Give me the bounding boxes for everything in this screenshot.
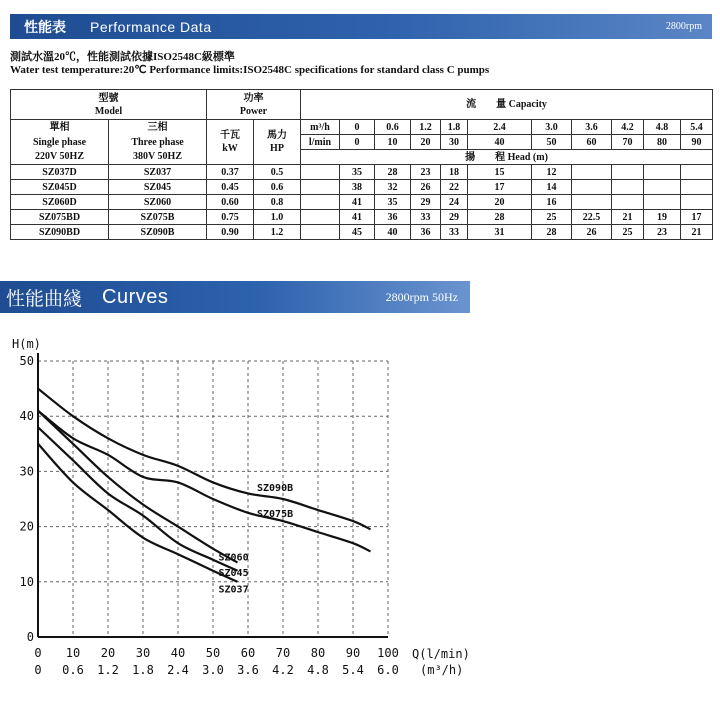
x-tick-label-m3h: 4.2 — [272, 663, 294, 677]
head-value: 28 — [532, 225, 572, 240]
y-tick-label: 30 — [19, 464, 34, 479]
x-tick-label-m3h: 3.0 — [202, 663, 224, 677]
y-tick-label: 50 — [19, 354, 34, 368]
hp-value: 0.6 — [254, 180, 301, 195]
curve-label-sz037: SZ037 — [218, 584, 249, 596]
flow-lmin-cell: 90 — [681, 135, 713, 150]
table-row — [11, 195, 713, 210]
kw-header-zh: 千瓦 — [220, 130, 240, 141]
three-model: SZ075B — [109, 210, 207, 225]
head-value: 35 — [340, 165, 375, 180]
kw-value: 0.60 — [207, 195, 254, 210]
single-phase-zh: 單相 — [11, 120, 109, 135]
head-value — [644, 165, 681, 180]
three-phase-spec: 380V 50HZ — [109, 150, 207, 165]
x-tick-label-lmin: 50 — [205, 646, 221, 660]
head-value — [681, 195, 713, 210]
head-value — [681, 180, 713, 195]
hp-value: 0.8 — [254, 195, 301, 210]
head-value: 33 — [411, 210, 441, 225]
curve-lines — [38, 389, 371, 582]
head-value: 21 — [681, 225, 713, 240]
y-axis-label: H(m) — [12, 337, 41, 351]
head-value: 25 — [612, 225, 644, 240]
curve-label-sz075b: SZ075B — [257, 508, 294, 520]
head-value: 26 — [411, 180, 441, 195]
x-tick-labels-lmin — [34, 646, 398, 660]
table-row — [11, 210, 713, 225]
flow-lmin-cell: 30 — [441, 135, 468, 150]
performance-curves-chart — [0, 318, 720, 709]
flow-m3h-cell: 0.6 — [375, 120, 411, 135]
head-value: 14 — [532, 180, 572, 195]
flow-lmin-cell: 60 — [572, 135, 612, 150]
kw-value: 0.45 — [207, 180, 254, 195]
head-value: 19 — [644, 210, 681, 225]
kw-value: 0.90 — [207, 225, 254, 240]
kw-header — [207, 120, 254, 165]
capacity-header-zh: 流 量 — [466, 99, 507, 110]
x-tick-label-lmin: 40 — [170, 646, 186, 660]
flow-lmin-cell: 0 — [340, 135, 375, 150]
table-row — [11, 165, 713, 180]
head-spacer — [301, 210, 340, 225]
performance-rpm: 2800rpm — [665, 21, 702, 32]
head-value: 29 — [411, 195, 441, 210]
head-value — [572, 180, 612, 195]
performance-title-en: Performance Data — [90, 18, 212, 35]
head-spacer — [301, 225, 340, 240]
x-tick-label-lmin: 0 — [34, 646, 42, 660]
head-value — [644, 180, 681, 195]
flow-m3h-cell: 1.8 — [441, 120, 468, 135]
head-value: 36 — [375, 210, 411, 225]
head-value — [572, 165, 612, 180]
head-value: 24 — [441, 195, 468, 210]
flow-m3h-cell: 4.2 — [612, 120, 644, 135]
table-row — [11, 225, 713, 240]
head-value: 32 — [375, 180, 411, 195]
head-value: 18 — [441, 165, 468, 180]
single-model: SZ075BD — [11, 210, 109, 225]
power-header — [207, 90, 301, 120]
head-value: 33 — [441, 225, 468, 240]
unit-m3h: m³/h — [301, 120, 340, 135]
power-header-en: Power — [239, 105, 268, 117]
head-value: 21 — [612, 210, 644, 225]
y-tick-label: 10 — [19, 574, 34, 589]
x-tick-label-m3h: 1.8 — [132, 663, 154, 677]
head-value: 22.5 — [572, 210, 612, 225]
head-value: 20 — [468, 195, 532, 210]
flow-m3h-cell: 0 — [340, 120, 375, 135]
y-tick-labels — [20, 354, 34, 644]
curve-sz075b — [38, 411, 371, 552]
table-row — [11, 180, 713, 195]
head-value — [644, 195, 681, 210]
head-value: 12 — [532, 165, 572, 180]
power-header-zh: 功率 — [243, 92, 264, 104]
single-model: SZ045D — [11, 180, 109, 195]
three-phase-en: Three phase — [109, 135, 207, 150]
head-value: 28 — [375, 165, 411, 180]
x-tick-label-m3h: 2.4 — [167, 663, 189, 677]
x-tick-label-lmin: 80 — [310, 646, 326, 660]
head-value: 15 — [468, 165, 532, 180]
head-value: 40 — [375, 225, 411, 240]
flow-m3h-cell: 5.4 — [681, 120, 713, 135]
x-tick-label-m3h: 5.4 — [342, 663, 364, 677]
head-value: 41 — [340, 195, 375, 210]
head-value: 45 — [340, 225, 375, 240]
curve-label-sz060: SZ060 — [218, 552, 249, 564]
head-value: 41 — [340, 210, 375, 225]
x-tick-label-m3h: 3.6 — [237, 663, 259, 677]
head-header — [301, 150, 713, 165]
head-spacer — [301, 180, 340, 195]
flow-m3h-cell: 2.4 — [468, 120, 532, 135]
y-tick-label: 40 — [19, 409, 34, 424]
head-value: 38 — [340, 180, 375, 195]
x-tick-label-m3h: 0 — [34, 663, 42, 677]
head-value: 28 — [468, 210, 532, 225]
head-header-zh: 揚 程 — [465, 151, 506, 163]
hp-header-en: HP — [270, 143, 284, 154]
x-tick-label-m3h: 4.8 — [307, 663, 329, 677]
x-tick-label-lmin: 60 — [240, 646, 256, 660]
head-value — [612, 195, 644, 210]
x-tick-label-lmin: 100 — [377, 646, 399, 660]
x-axis-label-2: (m³/h) — [420, 663, 464, 677]
head-value — [681, 165, 713, 180]
x-tick-label-lmin: 30 — [135, 646, 151, 660]
head-value: 26 — [572, 225, 612, 240]
head-value: 17 — [681, 210, 713, 225]
x-tick-label-m3h: 0.6 — [62, 663, 84, 677]
kw-value: 0.75 — [207, 210, 254, 225]
single-model: SZ060D — [11, 195, 109, 210]
model-header — [11, 90, 207, 120]
flow-m3h-cell: 4.8 — [644, 120, 681, 135]
test-note-zh: 測試水溫20℃，性能測試依據ISO2548C級標準 — [10, 51, 235, 63]
x-tick-label-m3h: 1.2 — [97, 663, 119, 677]
performance-table — [10, 89, 713, 240]
curve-sz045 — [38, 427, 238, 571]
performance-header — [10, 14, 712, 39]
flow-m3h-cell: 3.0 — [532, 120, 572, 135]
curves-title-zh: 性能曲綫 — [6, 288, 83, 310]
capacity-header — [301, 90, 713, 120]
flow-lmin-cell: 80 — [644, 135, 681, 150]
flow-lmin-cell: 10 — [375, 135, 411, 150]
head-value: 22 — [441, 180, 468, 195]
three-model: SZ090B — [109, 225, 207, 240]
unit-lmin: l/min — [301, 135, 340, 150]
x-axis-label: Q(l/min) — [412, 647, 470, 661]
kw-header-en: kW — [222, 143, 238, 154]
flow-lmin-cell: 50 — [532, 135, 572, 150]
head-value — [612, 165, 644, 180]
head-value — [572, 195, 612, 210]
capacity-header-en: Capacity — [508, 99, 547, 110]
hp-value: 0.5 — [254, 165, 301, 180]
single-model: SZ037D — [11, 165, 109, 180]
head-header-en: Head (m) — [507, 151, 548, 163]
y-tick-label: 20 — [19, 519, 34, 534]
head-value: 25 — [532, 210, 572, 225]
curves-header — [0, 281, 470, 313]
flow-lmin-cell: 40 — [468, 135, 532, 150]
three-model: SZ037 — [109, 165, 207, 180]
curves-title-en: Curves — [102, 285, 169, 308]
head-value: 35 — [375, 195, 411, 210]
model-header-en: Model — [94, 105, 123, 117]
single-phase-en: Single phase — [11, 135, 109, 150]
curves-rpm: 2800rpm 50Hz — [385, 289, 458, 304]
flow-lmin-cell: 70 — [612, 135, 644, 150]
hp-value: 1.0 — [254, 210, 301, 225]
three-model: SZ060 — [109, 195, 207, 210]
head-spacer — [301, 195, 340, 210]
curve-label-sz090b: SZ090B — [257, 482, 294, 494]
three-phase-zh: 三相 — [109, 120, 207, 135]
hp-header — [254, 120, 301, 165]
single-model: SZ090BD — [11, 225, 109, 240]
head-value: 36 — [411, 225, 441, 240]
head-value: 17 — [468, 180, 532, 195]
hp-header-zh: 馬力 — [267, 130, 287, 141]
y-tick-label: 0 — [26, 630, 34, 644]
single-phase-spec: 220V 50HZ — [11, 150, 109, 165]
x-tick-label-lmin: 20 — [100, 646, 116, 660]
head-value: 23 — [644, 225, 681, 240]
head-value: 16 — [532, 195, 572, 210]
head-value: 31 — [468, 225, 532, 240]
x-tick-label-lmin: 70 — [275, 646, 291, 660]
curve-label-sz045: SZ045 — [218, 567, 249, 579]
model-header-zh: 型號 — [98, 92, 119, 104]
head-spacer — [301, 165, 340, 180]
kw-value: 0.37 — [207, 165, 254, 180]
flow-m3h-cell: 3.6 — [572, 120, 612, 135]
x-tick-label-lmin: 90 — [345, 646, 361, 660]
performance-title-zh: 性能表 — [24, 18, 66, 35]
flow-m3h-cell: 1.2 — [411, 120, 441, 135]
x-tick-label-lmin: 10 — [65, 646, 81, 660]
x-tick-labels-m3h — [34, 663, 398, 677]
flow-lmin-cell: 20 — [411, 135, 441, 150]
head-value — [612, 180, 644, 195]
test-note-en: Water test temperature:20℃ Performance limits:ISO2548C specifications for standard class C pumps — [10, 64, 490, 76]
hp-value: 1.2 — [254, 225, 301, 240]
head-value: 23 — [411, 165, 441, 180]
head-value: 29 — [441, 210, 468, 225]
x-tick-label-m3h: 6.0 — [377, 663, 399, 677]
three-model: SZ045 — [109, 180, 207, 195]
